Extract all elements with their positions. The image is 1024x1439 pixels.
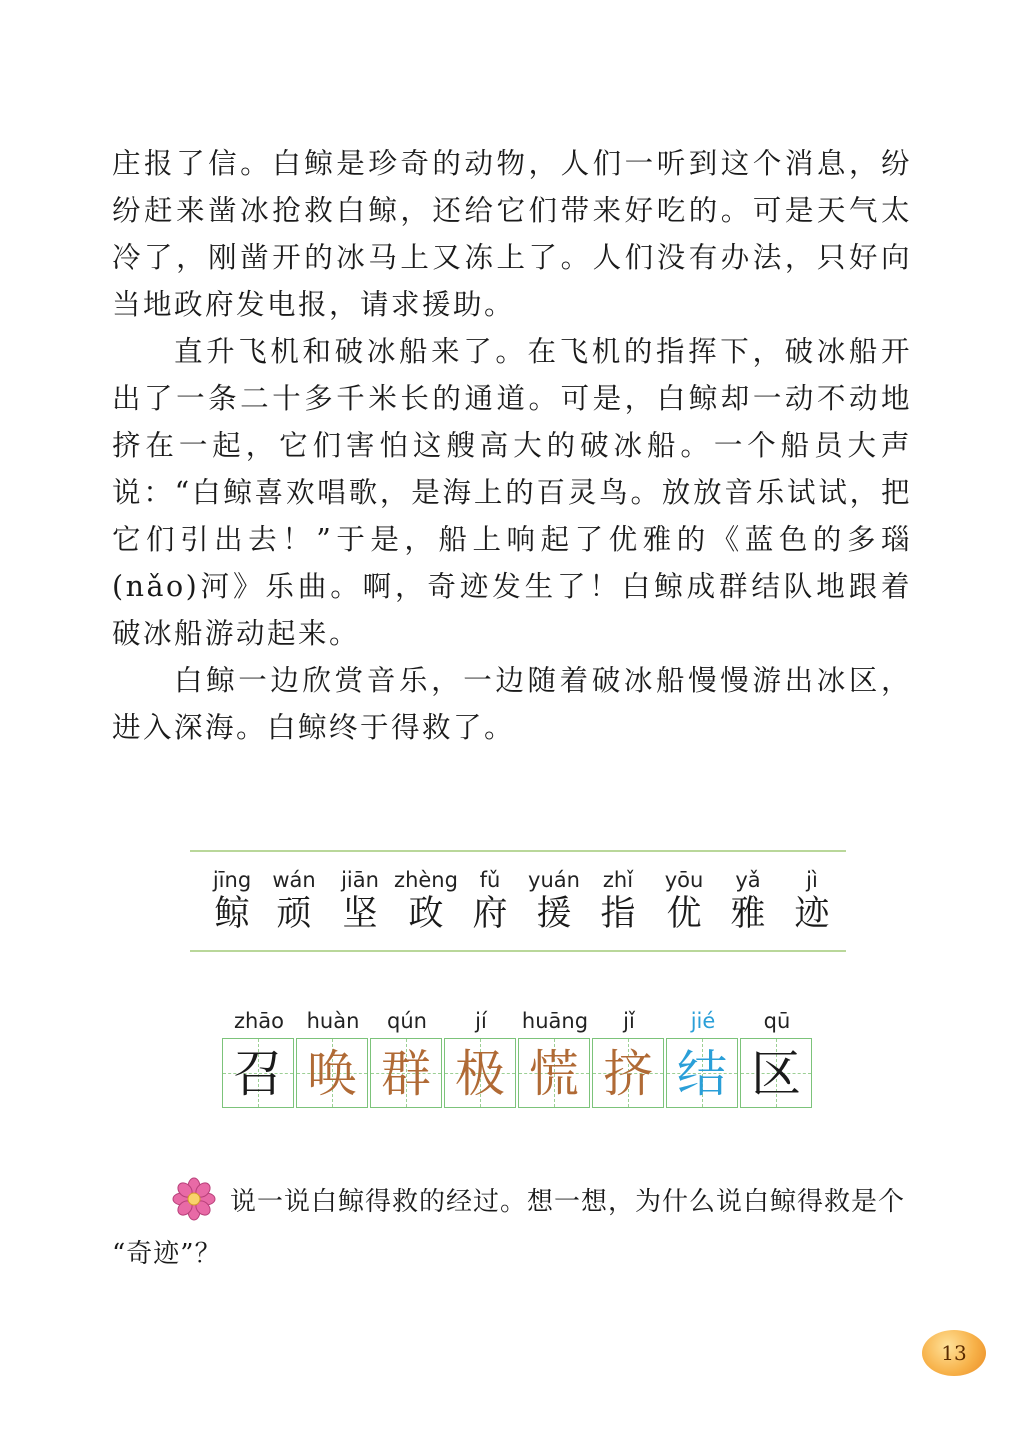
writing-pinyin: huāng [521,1009,589,1033]
writing-character: 极 [455,1045,505,1103]
writing-grid [222,1008,816,1108]
vocab-character: 政 [408,894,444,934]
story-paragraph: 直升飞机和破冰船来了。在飞机的指挥下，破冰船开出了一条二十多千米长的通道。可是，白鲸却一动不动地挤在一起，它们害怕这艘高大的破冰船。一个船员大声说：“白鲸喜欢唱歌，是海上的百灵鸟。放放音乐试试，把它们引出去！”于是，船上响起了优雅的《蓝色的多瑙(nǎo)河》乐曲。啊，奇迹发生了！白鲸成群结队地跟着破冰船游动起来。 [112,335,912,650]
writing-pinyin: jié [690,1009,716,1033]
writing-cell [666,1038,738,1108]
writing-character: 召 [233,1045,283,1103]
vocab-character: 迹 [794,894,830,934]
writing-item [666,1008,740,1108]
vocab-character: 府 [472,894,508,934]
vocab-pinyin: jiān [341,868,379,892]
vocab-character: 指 [600,894,636,934]
writing-character: 慌 [529,1045,579,1103]
writing-item [222,1008,296,1108]
writing-character: 唤 [307,1045,357,1103]
writing-cell [592,1038,664,1108]
writing-character: 群 [381,1045,431,1103]
writing-item [518,1008,592,1108]
writing-cell [444,1038,516,1108]
writing-pinyin: huàn [306,1009,360,1033]
writing-item [740,1008,814,1108]
writing-cell [740,1038,812,1108]
vocab-pinyin: jì [806,868,818,892]
vocab-pinyin: zhǐ [602,868,634,892]
exercise-line: “奇迹”？ [112,1239,222,1269]
writing-character: 结 [677,1045,727,1103]
writing-pinyin: qū [763,1009,791,1033]
writing-cell [518,1038,590,1108]
writing-character: 区 [751,1045,801,1103]
vocab-character: 坚 [342,894,378,934]
exercise-prompt [112,1176,912,1280]
story-paragraph: 庄报了信。白鲸是珍奇的动物，人们一听到这个消息，纷纷赶来凿冰抢救白鲸，还给它们带来好吃的。可是天气太冷了，刚凿开的冰马上又冻上了。人们没有办法，只好向当地政府发电报，请求援助。 [112,147,912,321]
vocab-pinyin: zhèng [394,868,458,892]
vocab-pinyin: fǔ [479,868,501,892]
writing-pinyin: qún [387,1009,427,1033]
writing-character: 挤 [603,1045,653,1103]
vocab-item [772,852,852,936]
writing-cell [370,1038,442,1108]
writing-pinyin: jí [475,1009,487,1033]
writing-pinyin: zhāo [233,1009,285,1033]
vocab-character: 鲸 [214,894,250,934]
vocab-pinyin: yuán [528,868,580,892]
vocab-pinyin: jīng [212,868,252,892]
vocab-character: 援 [536,894,572,934]
vocabulary-box [190,850,846,952]
writing-item [296,1008,370,1108]
vocab-character: 雅 [730,894,766,934]
writing-item [444,1008,518,1108]
vocab-character: 优 [666,894,702,934]
story-text [112,140,912,751]
writing-pinyin: jǐ [623,1009,635,1033]
writing-item [592,1008,666,1108]
writing-cell [222,1038,294,1108]
vocab-pinyin: yōu [664,868,704,892]
exercise-line: 说一说白鲸得救的经过。想一想，为什么说白鲸得救是个 [230,1187,906,1217]
vocab-pinyin: wán [272,868,316,892]
vocab-pinyin: yǎ [735,868,761,892]
story-paragraph: 白鲸一边欣赏音乐，一边随着破冰船慢慢游出冰区，进入深海。白鲸终于得救了。 [112,664,912,744]
flower-icon [172,1177,216,1221]
page-number: 13 [922,1330,986,1376]
vocab-character: 顽 [276,894,312,934]
writing-item [370,1008,444,1108]
writing-cell [296,1038,368,1108]
